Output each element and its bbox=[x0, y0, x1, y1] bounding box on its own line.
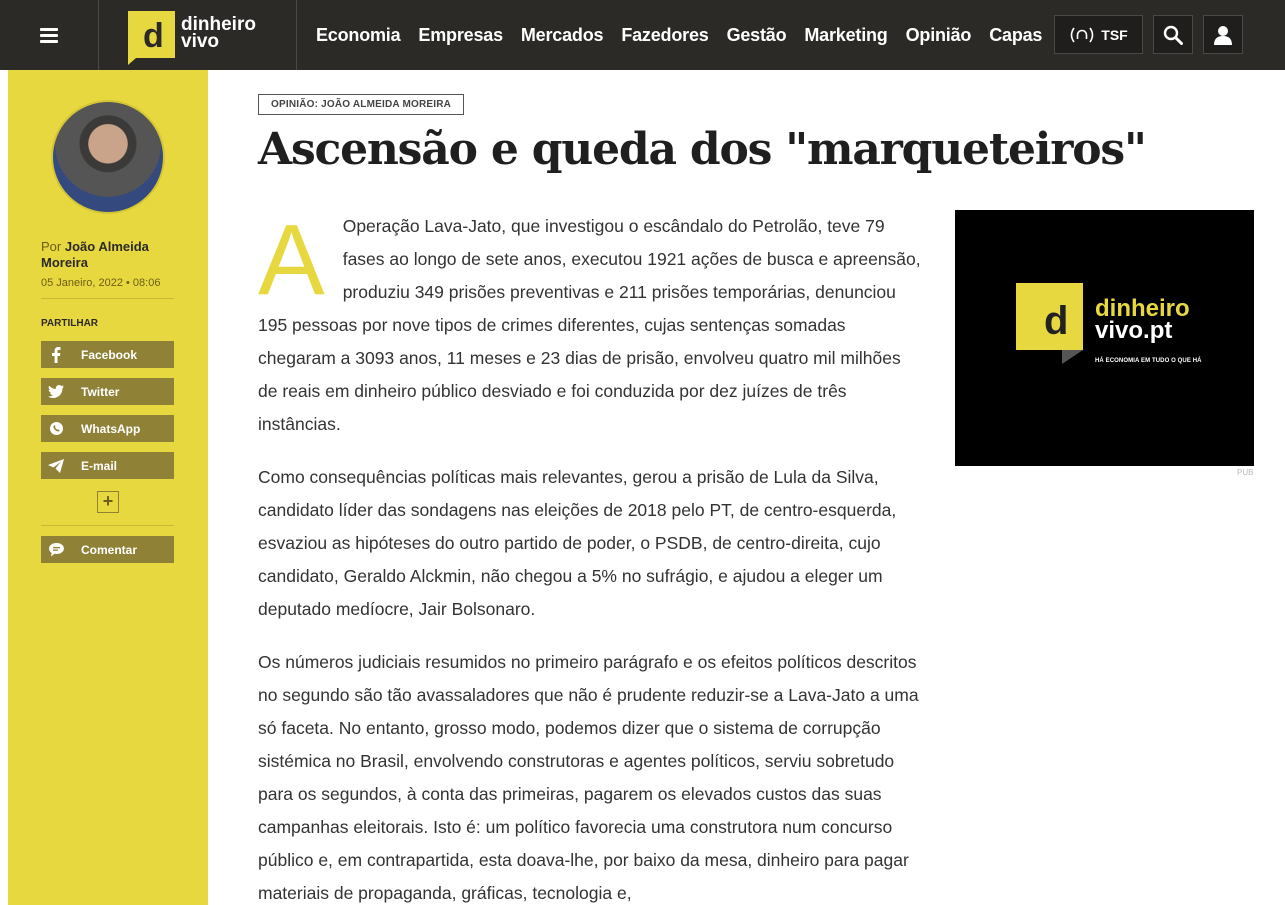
paragraph-text: Operação Lava-Jato, que investigou o escândalo do Petrolão, teve 79 fases ao longo de sete anos, executou 1921 ações de busca e apreensão, produziu 349 prisões preventivas e 211 prisões temporárias, denunciou 195 pessoas por nove tipos de crimes diferentes, cujas sentenças somadas chegaram a 3093 anos, 11 meses e 23 dias de prisão, envolveu quatro mil milhões de reais em dinheiro público desviado e foi conduzida por dez juízes de três instâncias. bbox=[258, 216, 921, 434]
site-logo[interactable] bbox=[99, 0, 297, 70]
ad-logo-mark bbox=[1016, 283, 1083, 350]
paper-plane-icon bbox=[41, 452, 71, 479]
article-body bbox=[258, 204, 923, 905]
article-title: Ascensão e queda dos "marqueteiros" bbox=[258, 124, 1146, 175]
speech-bubble-icon bbox=[41, 536, 71, 563]
share-twitter-button[interactable] bbox=[41, 378, 174, 405]
share-whatsapp-button[interactable] bbox=[41, 415, 174, 442]
whatsapp-icon bbox=[41, 415, 71, 442]
share-facebook-label: Facebook bbox=[81, 347, 138, 362]
article-category-tag[interactable]: OPINIÃO: JOÃO ALMEIDA MOREIRA bbox=[258, 94, 464, 115]
radio-waves-icon bbox=[1069, 26, 1095, 44]
search-icon bbox=[1163, 25, 1183, 45]
ad-logo-line2: vivo.pt bbox=[1095, 317, 1173, 344]
author-byline bbox=[41, 239, 181, 271]
author-sidebar bbox=[8, 70, 208, 905]
tsf-radio-button[interactable] bbox=[1054, 15, 1143, 54]
divider bbox=[41, 525, 174, 526]
comment-label: Comentar bbox=[81, 542, 138, 557]
twitter-icon bbox=[41, 378, 71, 405]
share-whatsapp-label: WhatsApp bbox=[81, 421, 141, 436]
more-share-options-button[interactable]: + bbox=[97, 491, 119, 513]
ad-logo-letter: d bbox=[1044, 299, 1069, 343]
author-name[interactable]: João Almeida Moreira bbox=[41, 239, 149, 270]
logo-mark bbox=[128, 11, 175, 58]
author-avatar[interactable] bbox=[51, 100, 165, 214]
divider bbox=[41, 298, 174, 299]
search-button[interactable] bbox=[1153, 15, 1193, 54]
nav-fazedores[interactable]: Fazedores bbox=[621, 24, 709, 45]
share-label: PARTILHAR bbox=[41, 318, 99, 329]
tsf-label: TSF bbox=[1101, 26, 1128, 43]
article-paragraph: Os números judiciais resumidos no primeiro parágrafo e os efeitos políticos descritos no segundo são tão avassaladores que não é prudente reduzir-se a Lava-Jato a uma só faceta. No entanto, grosso modo, podemos dizer que o sistema de corrupção sistémica no Brasil, envolvendo construtoras e agentes políticos, serviu sobretudo para os segundos, à conta das primeiras, pagarem os elevados custos das suas campanhas eleitorais. Isto é: um político favorecia uma construtora num concurso público e, em contrapartida, esta doava-lhe, por baixo da mesa, dinheiro para pagar materiais de propaganda, gráficas, tecnologia e, bbox=[258, 652, 919, 903]
logo-line2: vivo bbox=[181, 31, 220, 52]
nav-gestao[interactable]: Gestão bbox=[726, 24, 787, 45]
share-email-label: E-mail bbox=[81, 458, 118, 473]
logo-letter: d bbox=[143, 17, 164, 55]
advertisement-banner[interactable] bbox=[955, 210, 1254, 466]
publish-date: 05 Janeiro, 2022 • 08:06 bbox=[41, 277, 161, 289]
ad-tagline: HÁ ECONOMIA EM TUDO O QUE HÁ bbox=[1095, 358, 1202, 364]
nav-capas[interactable]: Capas bbox=[989, 24, 1043, 45]
share-email-button[interactable] bbox=[41, 452, 174, 479]
hamburger-icon bbox=[40, 28, 58, 43]
menu-button[interactable] bbox=[0, 0, 99, 70]
ad-logo-line1: dinheiro bbox=[1095, 295, 1190, 322]
user-icon bbox=[1214, 25, 1232, 45]
user-account-button[interactable] bbox=[1203, 15, 1243, 54]
share-twitter-label: Twitter bbox=[81, 384, 120, 399]
main-nav bbox=[316, 0, 1060, 70]
ad-pub-label: PUB bbox=[1237, 468, 1254, 477]
nav-mercados[interactable]: Mercados bbox=[520, 24, 604, 45]
ad-logo-text bbox=[1095, 295, 1190, 344]
facebook-icon bbox=[41, 341, 71, 368]
nav-empresas[interactable]: Empresas bbox=[418, 24, 503, 45]
logo-line1: dinheiro bbox=[181, 14, 256, 35]
article-paragraph: Como consequências políticas mais relevantes, gerou a prisão de Lula da Silva, candidato líder das sondagens nas eleições de 2018 pelo PT, de centro-esquerda, esvaziou as hipóteses do outro partido de poder, o PSDB, de centro-direita, cujo candidato, Geraldo Alckmin, não chegou a 5% no sufrágio, e ajudou a eleger um deputado medíocre, Jair Bolsonaro. bbox=[258, 467, 897, 619]
drop-cap: A bbox=[258, 204, 325, 316]
nav-marketing[interactable]: Marketing bbox=[804, 24, 888, 45]
logo-text bbox=[181, 16, 256, 50]
top-navigation-bar bbox=[0, 0, 1285, 70]
nav-economia[interactable]: Economia bbox=[316, 24, 401, 45]
comment-button[interactable] bbox=[41, 536, 174, 563]
byline-prefix: Por bbox=[41, 239, 62, 254]
nav-opiniao[interactable]: Opinião bbox=[905, 24, 972, 45]
share-facebook-button[interactable] bbox=[41, 341, 174, 368]
article-paragraph bbox=[258, 204, 923, 441]
